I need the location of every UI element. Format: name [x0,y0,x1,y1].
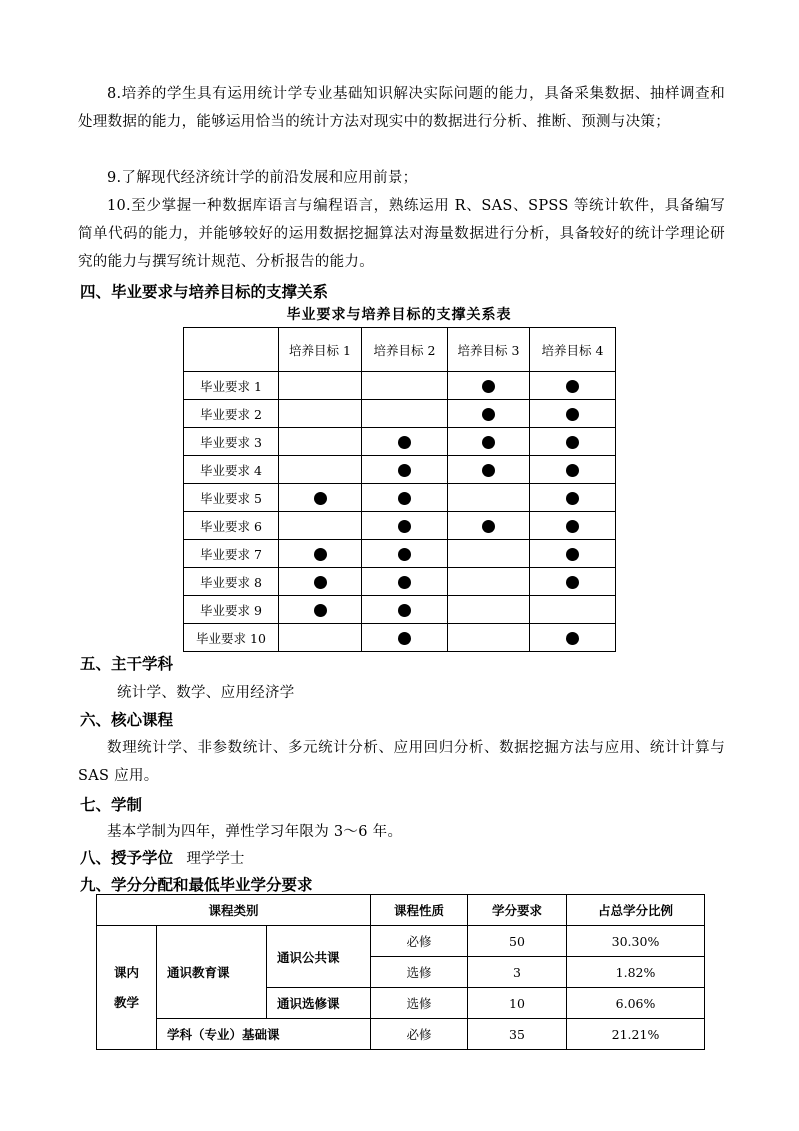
support-cell [362,540,448,568]
support-cell [530,596,616,624]
support-cell [279,428,362,456]
row-label: 毕业要求 7 [184,540,279,568]
support-cell [448,512,530,540]
degree-heading-label: 八、授予学位 [80,849,174,867]
core-courses-text: 数理统计学、非参数统计、多元统计分析、应用回归分析、数据挖掘方法与应用、统计计算与 SAS 应用。 [78,740,725,784]
support-dot-icon [566,632,579,645]
table-row [184,484,616,512]
table-row [184,512,616,540]
nature-cell: 必修 [371,926,468,957]
degree-text: 理学学士 [186,851,245,867]
table-row [97,926,705,957]
section-heading-9: 九、学分分配和最低毕业学分要求 [80,876,313,894]
support-dot-icon [398,604,411,617]
column-header: 培养目标 3 [448,328,530,372]
column-header: 培养目标 1 [279,328,362,372]
paragraph-goal-9: 9.了解现代经济统计学的前沿发展和应用前景； [107,170,418,186]
support-cell [279,596,362,624]
paragraph-goal-10: 10.至少掌握一种数据库语言与编程语言，熟练运用 R、SAS、SPSS 等统计软件，具备编写简单代码的能力，并能够较好的运用数据挖掘算法对海量数据进行分析，具备较好的统计学理论研究的能力与撰写统计规范、分析报告的能力。 [78,198,725,270]
row-label: 毕业要求 9 [184,596,279,624]
section-heading-4: 四、毕业要求与培养目标的支撑关系 [80,283,329,301]
support-cell [279,624,362,652]
support-dot-icon [566,380,579,393]
general-public-cell: 通识公共课 [267,926,371,988]
column-header: 培养目标 4 [530,328,616,372]
support-dot-icon [566,548,579,561]
table-row [97,1019,705,1050]
header-ratio: 占总学分比例 [567,895,705,926]
ratio-cell: 21.21% [567,1019,705,1050]
ratio-cell: 30.30% [567,926,705,957]
table-row [184,568,616,596]
support-cell [279,568,362,596]
support-table-caption: 毕业要求与培养目标的支撑关系表 [286,307,512,323]
in-class-teaching-cell [97,926,157,1050]
support-dot-icon [398,520,411,533]
row-label: 毕业要求 6 [184,512,279,540]
support-cell [362,512,448,540]
credits-cell: 10 [468,988,567,1019]
support-dot-icon [482,380,495,393]
support-cell [448,484,530,512]
support-cell [362,596,448,624]
support-dot-icon [566,492,579,505]
support-dot-icon [566,436,579,449]
section-heading-5: 五、主干学科 [80,655,174,673]
row-label: 毕业要求 4 [184,456,279,484]
support-cell [530,624,616,652]
support-dot-icon [566,576,579,589]
support-cell [448,540,530,568]
row-label: 毕业要求 10 [184,624,279,652]
nature-cell: 选修 [371,988,468,1019]
support-dot-icon [566,520,579,533]
row-label: 毕业要求 5 [184,484,279,512]
nature-cell: 必修 [371,1019,468,1050]
support-cell [530,540,616,568]
credits-cell: 3 [468,957,567,988]
support-cell [362,484,448,512]
discipline-basic-cell: 学科（专业）基础课 [157,1019,371,1050]
column-header: 培养目标 2 [362,328,448,372]
section-heading-8 [80,848,244,869]
credit-table-header-row [97,895,705,926]
support-cell [448,568,530,596]
support-cell [530,372,616,400]
support-dot-icon [314,492,327,505]
support-cell [362,372,448,400]
support-cell [448,456,530,484]
row-label: 毕业要求 1 [184,372,279,400]
group-label-line2: 教学 [113,994,139,1010]
general-elective-cell: 通识选修课 [267,988,371,1019]
support-cell [279,512,362,540]
support-dot-icon [314,604,327,617]
support-dot-icon [566,464,579,477]
ratio-cell: 6.06% [567,988,705,1019]
support-cell [448,400,530,428]
support-cell [279,456,362,484]
support-cell [530,568,616,596]
support-cell [448,428,530,456]
row-label: 毕业要求 2 [184,400,279,428]
support-dot-icon [482,408,495,421]
support-cell [362,568,448,596]
table-row [184,372,616,400]
header-category: 课程类别 [97,895,371,926]
credits-cell: 50 [468,926,567,957]
support-dot-icon [398,436,411,449]
support-cell [362,400,448,428]
header-nature: 课程性质 [371,895,468,926]
support-cell [530,400,616,428]
credit-table [96,894,705,1050]
support-dot-icon [398,548,411,561]
row-label: 毕业要求 8 [184,568,279,596]
general-education-cell: 通识教育课 [157,926,267,1019]
table-row [184,400,616,428]
table-row [184,596,616,624]
section-heading-6: 六、核心课程 [80,711,174,729]
support-table-header-row [184,328,616,372]
paragraph-goal-8: 8.培养的学生具有运用统计学专业基础知识解决实际问题的能力，具备采集数据、抽样调查和处理数据的能力，能够运用恰当的统计方法对现实中的数据进行分析、推断、预测与决策； [78,86,725,130]
support-cell [279,540,362,568]
support-cell [279,372,362,400]
major-disciplines-text: 统计学、数学、应用经济学 [117,685,295,701]
table-row [184,456,616,484]
row-label: 毕业要求 3 [184,428,279,456]
support-dot-icon [398,632,411,645]
support-dot-icon [314,548,327,561]
table-row [184,428,616,456]
support-cell [362,428,448,456]
support-cell [279,400,362,428]
support-dot-icon [398,492,411,505]
support-dot-icon [566,408,579,421]
header-credits: 学分要求 [468,895,567,926]
support-cell [448,372,530,400]
section-heading-7: 七、学制 [80,796,143,814]
support-dot-icon [482,464,495,477]
table-row [184,540,616,568]
support-cell [530,512,616,540]
support-cell [362,624,448,652]
nature-cell: 选修 [371,957,468,988]
support-table [183,327,616,652]
table-row [184,624,616,652]
support-cell [530,484,616,512]
support-table-corner-cell [184,328,279,372]
support-cell [448,596,530,624]
support-cell [279,484,362,512]
group-label-line1: 课内 [113,964,139,980]
support-cell [448,624,530,652]
duration-text: 基本学制为四年，弹性学习年限为 3～6 年。 [107,824,403,840]
credits-cell: 35 [468,1019,567,1050]
support-cell [530,428,616,456]
support-dot-icon [314,576,327,589]
support-dot-icon [398,464,411,477]
support-dot-icon [398,576,411,589]
support-dot-icon [482,520,495,533]
ratio-cell: 1.82% [567,957,705,988]
support-cell [362,456,448,484]
support-dot-icon [482,436,495,449]
support-cell [530,456,616,484]
